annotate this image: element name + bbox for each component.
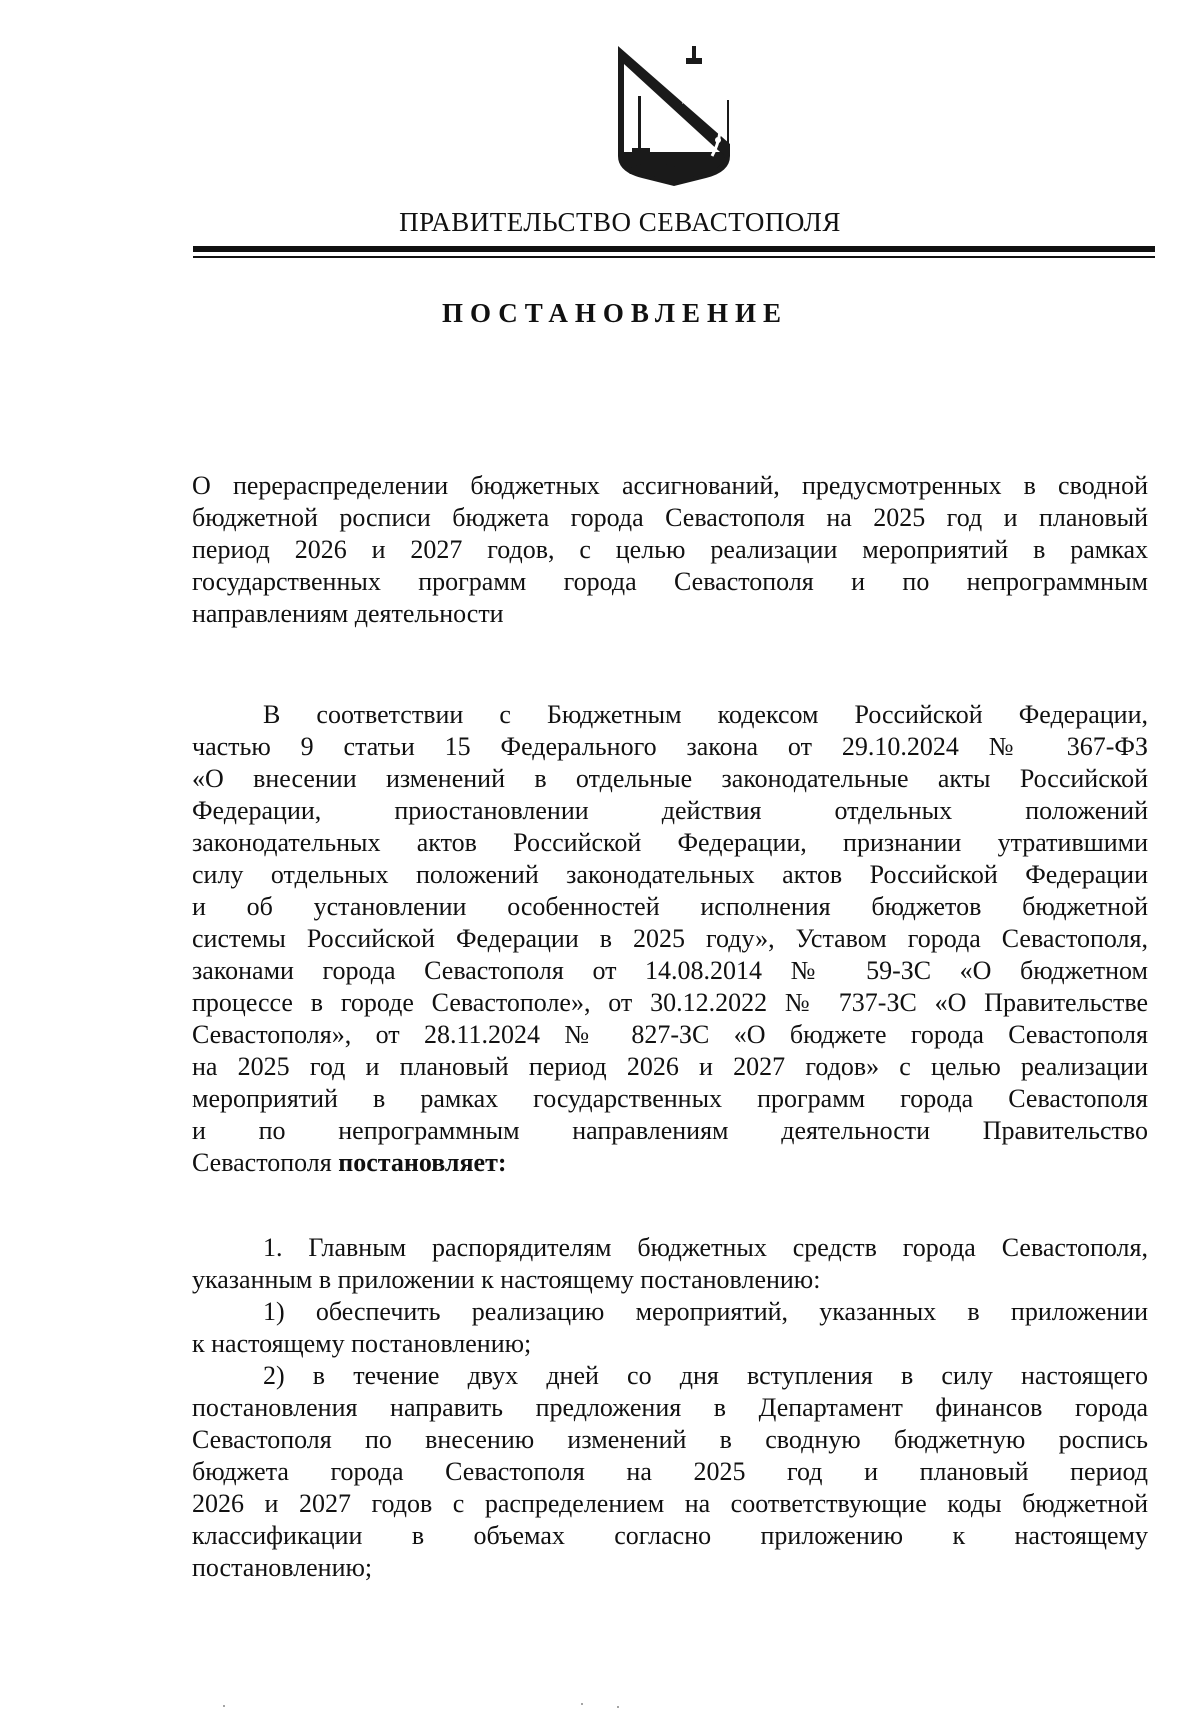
paragraph-line: 1. Главным распорядителям бюджетных средств города Севастополя, bbox=[263, 1233, 1148, 1262]
paragraph-line: Севастополя», от 28.11.2024 № 827-ЗС «О бюджете города Севастополя bbox=[192, 1020, 1148, 1049]
paragraph-line: частью 9 статьи 15 Федерального закона от 29.10.2024 № 367-ФЗ bbox=[192, 732, 1148, 761]
title-line: О перераспределении бюджетных ассигнований, предусмотренных в сводной bbox=[192, 471, 1148, 500]
paragraph-line: и по непрограммным направлениям деятельности Правительство bbox=[192, 1116, 1148, 1145]
header-divider-thick bbox=[193, 246, 1155, 252]
paragraph-line: на 2025 год и плановый период 2026 и 2027 годов» с целью реализации bbox=[192, 1052, 1148, 1081]
paragraph-line: постановлению; bbox=[192, 1553, 373, 1582]
paragraph-line: «О внесении изменений в отдельные законодательные акты Российской bbox=[192, 764, 1148, 793]
title-line: период 2026 и 2027 годов, с целью реализации мероприятий в рамках bbox=[192, 535, 1148, 564]
paragraph-line: указанным в приложении к настоящему постановлению: bbox=[192, 1265, 821, 1294]
paragraph-line: системы Российской Федерации в 2025 году», Уставом города Севастополя, bbox=[192, 924, 1148, 953]
paragraph-line bbox=[192, 1147, 1148, 1179]
paragraph-line: мероприятий в рамках государственных программ города Севастополя bbox=[192, 1084, 1148, 1113]
paragraph-line: силу отдельных положений законодательных актов Российской Федерации bbox=[192, 860, 1148, 889]
paragraph-line: постановления направить предложения в Департамент финансов города bbox=[192, 1393, 1148, 1422]
sevastopol-coat-of-arms-icon bbox=[612, 44, 736, 190]
scan-artifact-marks bbox=[210, 1700, 630, 1710]
resolves-keyword: постановляет: bbox=[338, 1148, 507, 1177]
paragraph-line: В соответствии с Бюджетным кодексом Российской Федерации, bbox=[263, 700, 1148, 729]
paragraph-line: 2026 и 2027 годов с распределением на соответствующие коды бюджетной bbox=[192, 1489, 1148, 1518]
paragraph-line: законами города Севастополя от 14.08.2014 № 59-ЗС «О бюджетном bbox=[192, 956, 1148, 985]
document-type-heading: ПОСТАНОВЛЕНИЕ bbox=[441, 298, 789, 328]
title-line: направлениям деятельности bbox=[192, 599, 504, 628]
government-title: ПРАВИТЕЛЬСТВО СЕВАСТОПОЛЯ bbox=[399, 207, 841, 237]
title-line: бюджетной росписи бюджета города Севастополя на 2025 год и плановый bbox=[192, 503, 1148, 532]
header-divider-thin bbox=[193, 256, 1155, 258]
paragraph-line: 2) в течение двух дней со дня вступления в силу настоящего bbox=[263, 1361, 1148, 1390]
paragraph-line: законодательных актов Российской Федерации, признании утратившими bbox=[192, 828, 1148, 857]
paragraph-line: Федерации, приостановлении действия отдельных положений bbox=[192, 796, 1148, 825]
paragraph-line: и об установлении особенностей исполнения бюджетов бюджетной bbox=[192, 892, 1148, 921]
paragraph-line: Севастополя по внесению изменений в сводную бюджетную роспись bbox=[192, 1425, 1148, 1454]
paragraph-line: процессе в городе Севастополе», от 30.12.2022 № 737-ЗС «О Правительстве bbox=[192, 988, 1148, 1017]
paragraph-line: бюджета города Севастополя на 2025 год и плановый период bbox=[192, 1457, 1148, 1486]
title-line: государственных программ города Севастополя и по непрограммным bbox=[192, 567, 1148, 596]
paragraph-line: классификации в объемах согласно приложению к настоящему bbox=[192, 1521, 1148, 1550]
paragraph-text: Севастополя bbox=[192, 1148, 339, 1177]
paragraph-line: 1) обеспечить реализацию мероприятий, указанных в приложении bbox=[263, 1297, 1148, 1326]
paragraph-line: к настоящему постановлению; bbox=[192, 1329, 532, 1358]
